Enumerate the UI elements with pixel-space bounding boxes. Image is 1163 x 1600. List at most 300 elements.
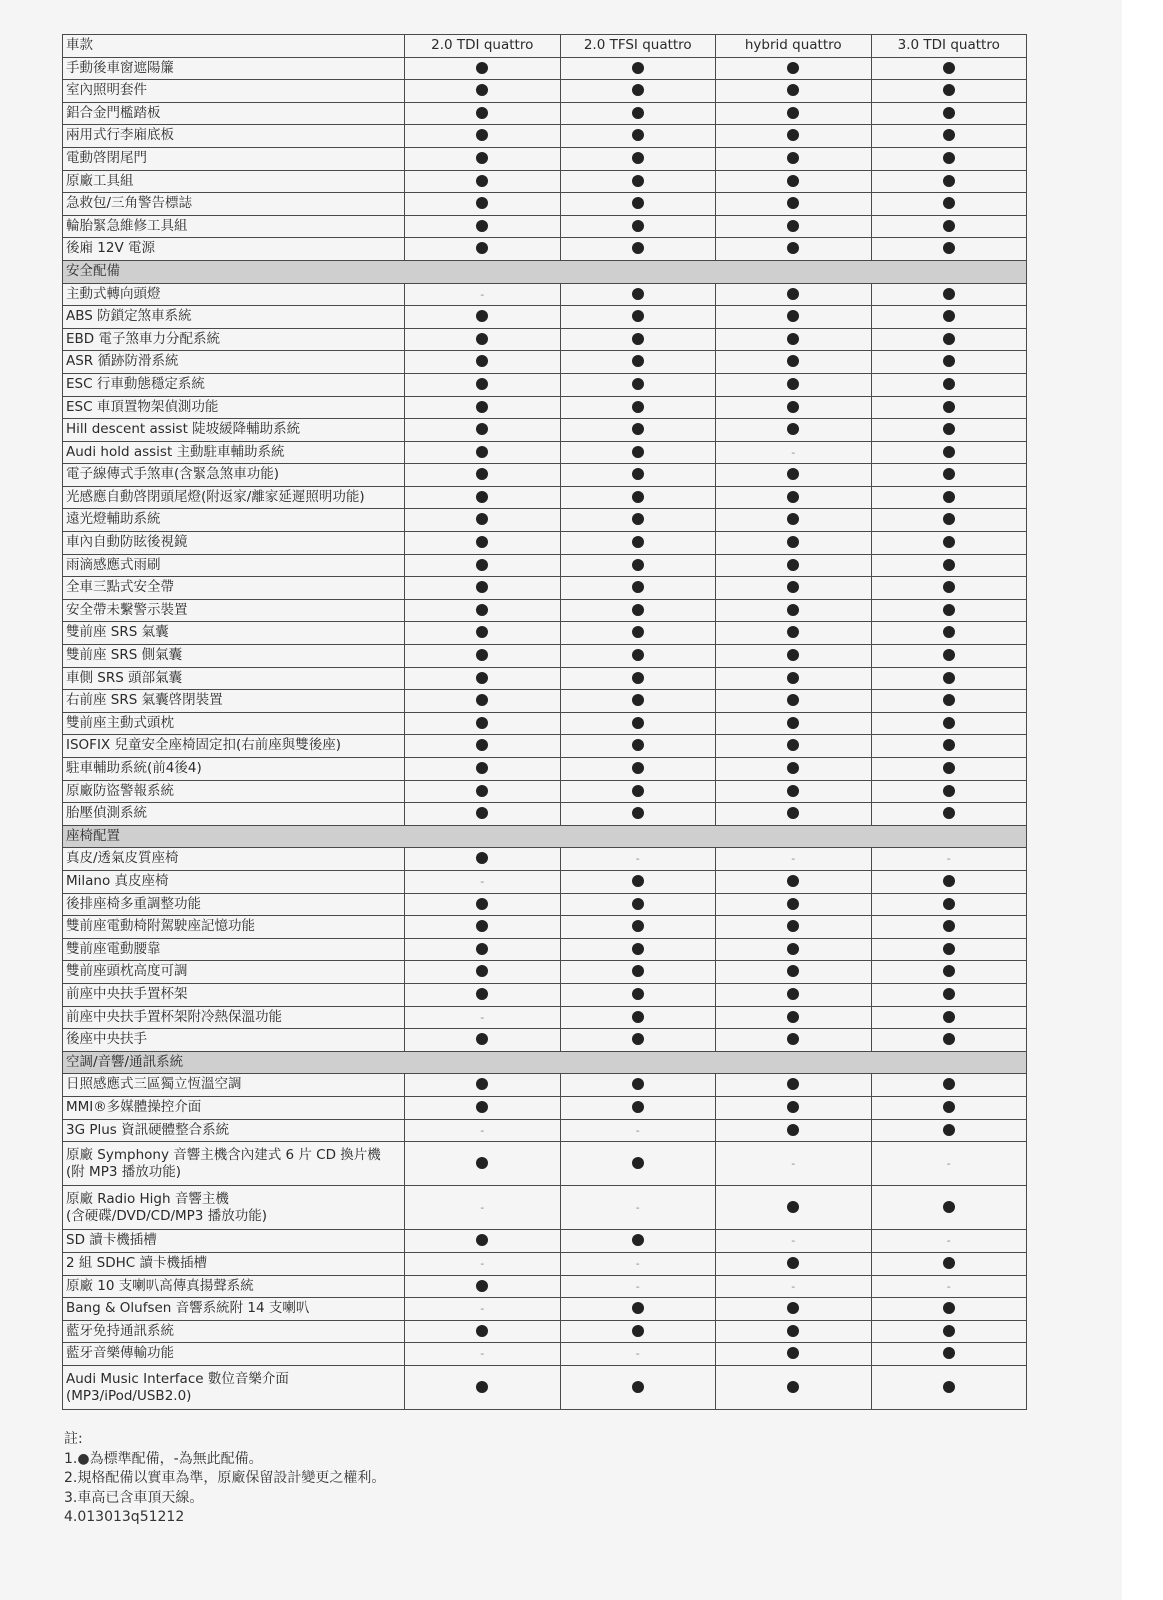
- availability-cell: [560, 1006, 716, 1029]
- availability-cell: [871, 532, 1027, 555]
- feature-label: [63, 1366, 405, 1410]
- availability-cell: [716, 1142, 872, 1186]
- availability-cell: [405, 1029, 561, 1052]
- availability-cell: [871, 848, 1027, 871]
- standard-dot-icon: [787, 491, 799, 503]
- header-model: 3.0 TDI quattro: [871, 35, 1027, 58]
- standard-dot-icon: [943, 672, 955, 684]
- standard-dot-icon: [632, 468, 644, 480]
- feature-label-line: 急救包/三角警告標誌: [66, 195, 193, 212]
- availability-cell: [405, 1074, 561, 1097]
- standard-dot-icon: [476, 1078, 488, 1090]
- standard-dot-icon: [476, 626, 488, 638]
- standard-dot-icon: [632, 355, 644, 367]
- standard-dot-icon: [476, 446, 488, 458]
- availability-cell: [560, 938, 716, 961]
- feature-label-line: MMI®多媒體操控介面: [66, 1098, 202, 1115]
- standard-dot-icon: [632, 1011, 644, 1023]
- standard-dot-icon: [943, 468, 955, 480]
- not-available-dash: -: [791, 445, 796, 459]
- feature-label: [63, 419, 405, 442]
- section-header-row: [63, 260, 1027, 283]
- feature-label: [63, 532, 405, 555]
- standard-dot-icon: [787, 672, 799, 684]
- availability-cell: [560, 1074, 716, 1097]
- availability-cell: [560, 1186, 716, 1230]
- standard-dot-icon: [632, 333, 644, 345]
- standard-dot-icon: [943, 62, 955, 74]
- standard-dot-icon: [476, 1280, 488, 1292]
- feature-label-line: 雙前座 SRS 氣囊: [66, 624, 169, 641]
- table-row: [63, 1366, 1027, 1410]
- not-available-dash: -: [635, 1257, 640, 1271]
- standard-dot-icon: [476, 197, 488, 209]
- availability-cell: [405, 193, 561, 216]
- standard-dot-icon: [476, 355, 488, 367]
- feature-label: [63, 215, 405, 238]
- standard-dot-icon: [787, 604, 799, 616]
- standard-dot-icon: [787, 355, 799, 367]
- standard-dot-icon: [476, 242, 488, 254]
- section-title: 空調/音響/通訊系統: [63, 1051, 1027, 1074]
- feature-label-line: 兩用式行李廂底板: [66, 127, 174, 144]
- availability-cell: [716, 306, 872, 329]
- availability-cell: [716, 373, 872, 396]
- standard-dot-icon: [632, 1078, 644, 1090]
- standard-dot-icon: [943, 401, 955, 413]
- table-row: [63, 916, 1027, 939]
- standard-dot-icon: [787, 785, 799, 797]
- table-row: [63, 690, 1027, 713]
- standard-dot-icon: [787, 1011, 799, 1023]
- standard-dot-icon: [632, 152, 644, 164]
- availability-cell: [560, 1298, 716, 1321]
- standard-dot-icon: [787, 468, 799, 480]
- availability-cell: [405, 1343, 561, 1366]
- availability-cell: [716, 758, 872, 781]
- table-row: [63, 486, 1027, 509]
- availability-cell: [871, 758, 1027, 781]
- standard-dot-icon: [943, 310, 955, 322]
- not-available-dash: -: [480, 287, 485, 301]
- standard-dot-icon: [943, 536, 955, 548]
- availability-cell: [405, 419, 561, 442]
- not-available-dash: -: [480, 1347, 485, 1361]
- standard-dot-icon: [787, 965, 799, 977]
- standard-dot-icon: [943, 807, 955, 819]
- feature-label-line: 手動後車窗遮陽簾: [66, 59, 174, 76]
- feature-label-line: 真皮/透氣皮質座椅: [66, 850, 179, 867]
- standard-dot-icon: [476, 920, 488, 932]
- table-row: [63, 893, 1027, 916]
- feature-label: [63, 102, 405, 125]
- standard-dot-icon: [632, 446, 644, 458]
- availability-cell: [716, 1096, 872, 1119]
- availability-cell: [871, 1186, 1027, 1230]
- standard-dot-icon: [943, 649, 955, 661]
- availability-cell: [871, 577, 1027, 600]
- availability-cell: [871, 554, 1027, 577]
- standard-dot-icon: [787, 1078, 799, 1090]
- table-row: [63, 1119, 1027, 1142]
- standard-dot-icon: [632, 898, 644, 910]
- availability-cell: [871, 938, 1027, 961]
- availability-cell: [871, 1006, 1027, 1029]
- feature-label: [63, 1298, 405, 1321]
- feature-label-line: Audi hold assist 主動駐車輔助系統: [66, 443, 285, 460]
- feature-label-line: 原廠工具組: [66, 172, 134, 189]
- feature-label: [63, 983, 405, 1006]
- standard-dot-icon: [632, 785, 644, 797]
- feature-label-line: Audi Music Interface 數位音樂介面: [66, 1370, 289, 1387]
- standard-dot-icon: [787, 1033, 799, 1045]
- table-row: [63, 803, 1027, 826]
- table-row: [63, 1343, 1027, 1366]
- standard-dot-icon: [632, 84, 644, 96]
- table-row: [63, 983, 1027, 1006]
- not-available-dash: -: [946, 1279, 951, 1293]
- standard-dot-icon: [787, 378, 799, 390]
- standard-dot-icon: [476, 559, 488, 571]
- feature-label: [63, 1320, 405, 1343]
- availability-cell: [716, 486, 872, 509]
- standard-dot-icon: [632, 1157, 644, 1169]
- feature-label: [63, 509, 405, 532]
- standard-dot-icon: [943, 333, 955, 345]
- table-row: [63, 464, 1027, 487]
- standard-dot-icon: [476, 717, 488, 729]
- availability-cell: [560, 328, 716, 351]
- standard-dot-icon: [476, 739, 488, 751]
- note-line: 3.車高已含車頂天線。: [64, 1489, 204, 1506]
- availability-cell: [560, 848, 716, 871]
- section-header-row: [63, 1051, 1027, 1074]
- standard-dot-icon: [632, 739, 644, 751]
- availability-cell: [405, 848, 561, 871]
- table-row: [63, 373, 1027, 396]
- feature-label-line: 光感應自動啓閉頭尾燈(附返家/離家延遲照明功能): [66, 488, 365, 505]
- standard-dot-icon: [787, 129, 799, 141]
- availability-cell: [871, 870, 1027, 893]
- standard-dot-icon: [943, 1011, 955, 1023]
- section-header-row: [63, 825, 1027, 848]
- availability-cell: [871, 419, 1027, 442]
- availability-cell: [405, 1275, 561, 1298]
- availability-cell: [871, 916, 1027, 939]
- availability-cell: [716, 1343, 872, 1366]
- availability-cell: [405, 283, 561, 306]
- feature-label-line: ESC 車頂置物架偵測功能: [66, 398, 219, 415]
- standard-dot-icon: [943, 717, 955, 729]
- availability-cell: [405, 80, 561, 103]
- availability-cell: [716, 419, 872, 442]
- table-row: [63, 193, 1027, 216]
- availability-cell: [560, 486, 716, 509]
- standard-dot-icon: [476, 1157, 488, 1169]
- standard-dot-icon: [787, 649, 799, 661]
- availability-cell: [871, 283, 1027, 306]
- availability-cell: [871, 1366, 1027, 1410]
- note-line: 1.●為標準配備，-為無此配備。: [64, 1450, 263, 1467]
- availability-cell: [716, 690, 872, 713]
- feature-label-line: 輪胎緊急維修工具組: [66, 217, 188, 234]
- standard-dot-icon: [943, 491, 955, 503]
- standard-dot-icon: [787, 943, 799, 955]
- availability-cell: [560, 961, 716, 984]
- availability-cell: [560, 441, 716, 464]
- table-row: [63, 1253, 1027, 1276]
- availability-cell: [716, 893, 872, 916]
- table-row: [63, 645, 1027, 668]
- availability-cell: [871, 1253, 1027, 1276]
- standard-dot-icon: [476, 107, 488, 119]
- feature-label-line: 安全帶未繫警示裝置: [66, 601, 188, 618]
- availability-cell: [560, 577, 716, 600]
- standard-dot-icon: [632, 807, 644, 819]
- standard-dot-icon: [943, 355, 955, 367]
- availability-cell: [405, 1366, 561, 1410]
- feature-label: [63, 351, 405, 374]
- availability-cell: [716, 170, 872, 193]
- availability-cell: [405, 532, 561, 555]
- table-row: [63, 870, 1027, 893]
- standard-dot-icon: [943, 581, 955, 593]
- availability-cell: [716, 102, 872, 125]
- standard-dot-icon: [943, 604, 955, 616]
- availability-cell: [560, 667, 716, 690]
- availability-cell: [716, 464, 872, 487]
- not-available-dash: -: [480, 1010, 485, 1024]
- standard-dot-icon: [787, 920, 799, 932]
- availability-cell: [716, 577, 872, 600]
- standard-dot-icon: [476, 175, 488, 187]
- availability-cell: [716, 80, 872, 103]
- table-row: [63, 1096, 1027, 1119]
- table-row: [63, 351, 1027, 374]
- feature-label-line: 全車三點式安全帶: [66, 579, 174, 596]
- availability-cell: [560, 735, 716, 758]
- feature-label-line: 原廠 10 支喇叭高傳真揚聲系統: [66, 1277, 254, 1294]
- feature-label-line: EBD 電子煞車力分配系統: [66, 330, 220, 347]
- availability-cell: [871, 441, 1027, 464]
- standard-dot-icon: [632, 491, 644, 503]
- standard-dot-icon: [943, 378, 955, 390]
- standard-dot-icon: [787, 220, 799, 232]
- standard-dot-icon: [943, 84, 955, 96]
- feature-label: [63, 486, 405, 509]
- standard-dot-icon: [632, 1381, 644, 1393]
- availability-cell: [405, 712, 561, 735]
- availability-cell: [405, 667, 561, 690]
- availability-cell: [560, 464, 716, 487]
- standard-dot-icon: [476, 581, 488, 593]
- feature-label-line: 雙前座主動式頭枕: [66, 714, 174, 731]
- not-available-dash: -: [480, 1123, 485, 1137]
- availability-cell: [871, 125, 1027, 148]
- availability-cell: [716, 961, 872, 984]
- feature-label-line: 原廠防盜警報系統: [66, 782, 174, 799]
- feature-label: [63, 170, 405, 193]
- standard-dot-icon: [787, 423, 799, 435]
- standard-dot-icon: [943, 152, 955, 164]
- standard-dot-icon: [787, 242, 799, 254]
- availability-cell: [871, 306, 1027, 329]
- feature-label: [63, 712, 405, 735]
- feature-label: [63, 554, 405, 577]
- standard-dot-icon: [476, 943, 488, 955]
- feature-label-line: 後座中央扶手: [66, 1031, 147, 1048]
- standard-dot-icon: [943, 242, 955, 254]
- table-row: [63, 554, 1027, 577]
- table-row: [63, 328, 1027, 351]
- header-model: 2.0 TDI quattro: [405, 35, 561, 58]
- standard-dot-icon: [943, 988, 955, 1000]
- availability-cell: [560, 306, 716, 329]
- standard-dot-icon: [476, 536, 488, 548]
- feature-label-line: (附 MP3 播放功能): [66, 1163, 181, 1180]
- feature-label-line: 駐車輔助系統(前4後4): [66, 760, 202, 776]
- table-row: [63, 577, 1027, 600]
- note-line: 2.規格配備以實車為準，原廠保留設計變更之權利。: [64, 1470, 386, 1486]
- standard-dot-icon: [632, 626, 644, 638]
- notes-title: 註:: [64, 1431, 83, 1447]
- availability-cell: [716, 1119, 872, 1142]
- feature-label: [63, 622, 405, 645]
- not-available-dash: -: [791, 852, 796, 866]
- availability-cell: [871, 1029, 1027, 1052]
- feature-label: [63, 916, 405, 939]
- availability-cell: [716, 215, 872, 238]
- feature-label: [63, 1096, 405, 1119]
- availability-cell: [716, 509, 872, 532]
- standard-dot-icon: [943, 197, 955, 209]
- standard-dot-icon: [476, 84, 488, 96]
- availability-cell: [405, 373, 561, 396]
- feature-label-line: ESC 行車動態穩定系統: [66, 375, 205, 392]
- standard-dot-icon: [632, 1325, 644, 1337]
- feature-label-line: 前座中央扶手置杯架附冷熱保溫功能: [66, 1008, 282, 1025]
- feature-label-line: Milano 真皮座椅: [66, 872, 169, 889]
- feature-label: [63, 1343, 405, 1366]
- standard-dot-icon: [943, 446, 955, 458]
- availability-cell: [871, 464, 1027, 487]
- standard-dot-icon: [787, 875, 799, 887]
- table-row: [63, 509, 1027, 532]
- feature-label-line: 前座中央扶手置杯架: [66, 985, 188, 1002]
- standard-dot-icon: [943, 875, 955, 887]
- header-model: 2.0 TFSI quattro: [560, 35, 716, 58]
- availability-cell: [405, 893, 561, 916]
- availability-cell: [560, 1366, 716, 1410]
- availability-cell: [871, 193, 1027, 216]
- table-row: [63, 599, 1027, 622]
- table-row: [63, 57, 1027, 80]
- standard-dot-icon: [787, 694, 799, 706]
- standard-dot-icon: [632, 762, 644, 774]
- standard-dot-icon: [943, 175, 955, 187]
- availability-cell: [560, 373, 716, 396]
- standard-dot-icon: [943, 1257, 955, 1269]
- feature-label-line: 後排座椅多重調整功能: [66, 895, 201, 912]
- table-row: [63, 419, 1027, 442]
- table-row: [63, 1320, 1027, 1343]
- availability-cell: [405, 328, 561, 351]
- feature-label: [63, 373, 405, 396]
- standard-dot-icon: [632, 197, 644, 209]
- not-available-dash: -: [480, 1201, 485, 1215]
- availability-cell: [871, 667, 1027, 690]
- availability-cell: [560, 1253, 716, 1276]
- feature-label-line: 原廠 Symphony 音響主機含內建式 6 片 CD 換片機: [66, 1146, 381, 1163]
- standard-dot-icon: [943, 965, 955, 977]
- standard-dot-icon: [632, 129, 644, 141]
- availability-cell: [405, 464, 561, 487]
- feature-label-line: 雙前座頭枕高度可調: [66, 963, 188, 980]
- not-available-dash: -: [946, 1234, 951, 1248]
- feature-label: [63, 238, 405, 261]
- availability-cell: [871, 780, 1027, 803]
- availability-cell: [716, 1298, 872, 1321]
- standard-dot-icon: [476, 988, 488, 1000]
- table-row: [63, 532, 1027, 555]
- feature-label: [63, 848, 405, 871]
- availability-cell: [716, 622, 872, 645]
- feature-label-line: ASR 循跡防滑系統: [66, 353, 179, 370]
- feature-label: [63, 803, 405, 826]
- standard-dot-icon: [632, 220, 644, 232]
- availability-cell: [716, 735, 872, 758]
- table-row: [63, 938, 1027, 961]
- feature-label-line: ABS 防鎖定煞車系統: [66, 308, 192, 325]
- standard-dot-icon: [943, 1201, 955, 1213]
- standard-dot-icon: [476, 152, 488, 164]
- availability-cell: [560, 1343, 716, 1366]
- availability-cell: [560, 170, 716, 193]
- standard-dot-icon: [943, 898, 955, 910]
- availability-cell: [871, 1275, 1027, 1298]
- not-available-dash: -: [480, 1302, 485, 1316]
- standard-dot-icon: [632, 965, 644, 977]
- header-model: hybrid quattro: [716, 35, 872, 58]
- availability-cell: [405, 735, 561, 758]
- feature-label-line: 原廠 Radio High 音響主機: [66, 1190, 229, 1207]
- standard-dot-icon: [632, 717, 644, 729]
- standard-dot-icon: [943, 626, 955, 638]
- standard-dot-icon: [943, 920, 955, 932]
- availability-cell: [871, 1230, 1027, 1253]
- standard-dot-icon: [476, 1033, 488, 1045]
- availability-cell: [405, 170, 561, 193]
- standard-dot-icon: [787, 1347, 799, 1359]
- feature-label: [63, 735, 405, 758]
- availability-cell: [716, 441, 872, 464]
- note-line: 4.013013q51212: [64, 1509, 185, 1525]
- standard-dot-icon: [476, 762, 488, 774]
- availability-cell: [871, 57, 1027, 80]
- standard-dot-icon: [943, 1302, 955, 1314]
- standard-dot-icon: [476, 491, 488, 503]
- standard-dot-icon: [476, 649, 488, 661]
- standard-dot-icon: [632, 672, 644, 684]
- availability-cell: [716, 1366, 872, 1410]
- standard-dot-icon: [787, 717, 799, 729]
- standard-dot-icon: [632, 581, 644, 593]
- feature-label-line: 雙前座 SRS 側氣囊: [66, 647, 183, 664]
- availability-cell: [560, 554, 716, 577]
- table-row: [63, 147, 1027, 170]
- standard-dot-icon: [632, 175, 644, 187]
- availability-cell: [560, 599, 716, 622]
